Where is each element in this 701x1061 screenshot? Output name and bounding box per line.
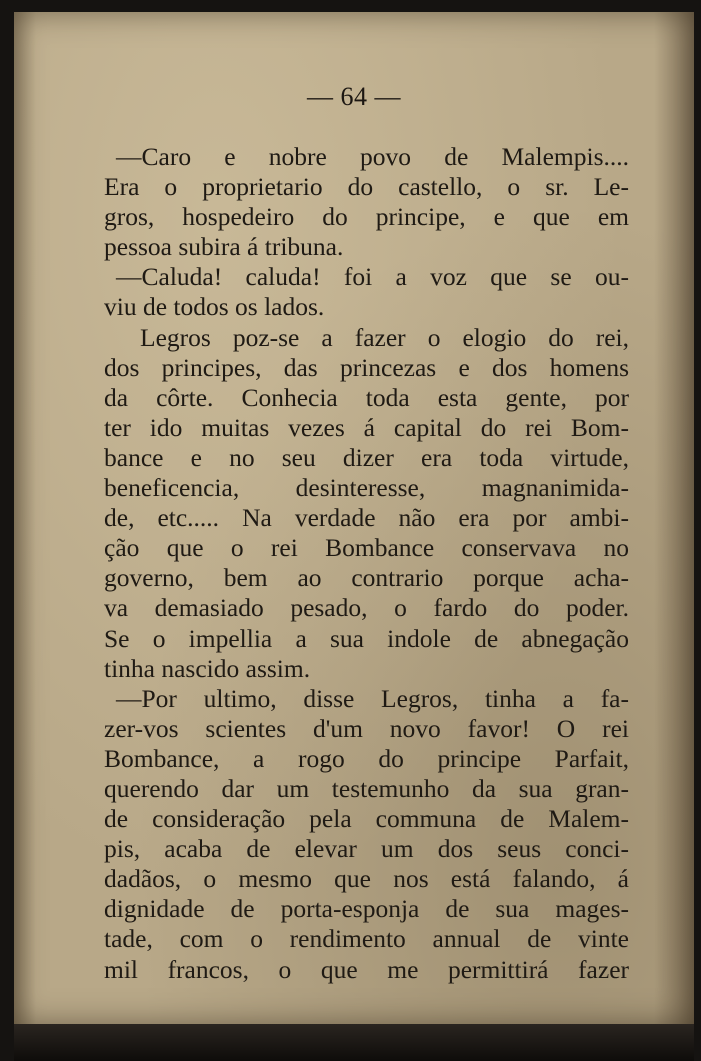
text-line: da côrte. Conhecia toda esta gente, por	[104, 382, 629, 412]
text-line: mil francos, o que me permittirá fazer	[104, 954, 629, 984]
book-page	[14, 12, 694, 1024]
text-line: —Caro e nobre povo de Malempis....	[116, 142, 629, 171]
text-line: —Caluda! caluda! foi a voz que se ou-	[116, 262, 629, 292]
text-line: Bombance, a rogo do principe Parfait,	[104, 743, 629, 773]
page-number: — 64 —	[307, 82, 401, 111]
text-line: bance e no seu dizer era toda virtude,	[104, 442, 629, 472]
text-line: tade, com o rendimento annual de vinte	[104, 924, 629, 954]
text-line: ter ido muitas vezes á capital do rei Bom-	[104, 412, 629, 442]
text-line: dos principes, das princezas e dos homens	[104, 352, 629, 382]
text-line: querendo dar um testemunho da sua gran-	[104, 773, 629, 803]
page-bottom-shadow	[14, 1024, 694, 1061]
text-line: de consideração pela communa de Malem-	[104, 804, 629, 834]
text-line: de, etc..... Na verdade não era por ambi-	[104, 503, 629, 533]
text-line: beneficencia, desinteresse, magnanimida-	[104, 473, 629, 503]
text-line: —Por ultimo, disse Legros, tinha a fa-	[116, 683, 629, 713]
text-line: ção que o rei Bombance conservava no	[104, 533, 629, 563]
text-line: Se o impellia a sua indole de abnegação	[104, 623, 629, 653]
text-line: governo, bem ao contrario porque acha-	[104, 563, 629, 593]
text-line: Legros poz-se a fazer o elogio do rei,	[140, 322, 629, 352]
text-line: tinha nascido assim.	[104, 653, 311, 683]
text-line: pessoa subira á tribuna.	[104, 232, 344, 262]
text-line: dignidade de porta-esponja de sua mages-	[104, 894, 629, 924]
text-line: va demasiado pesado, o fardo do poder.	[104, 593, 629, 623]
text-line: dadãos, o mesmo que nos está falando, á	[104, 864, 629, 894]
text-line: gros, hospedeiro do principe, e que em	[104, 202, 629, 232]
text-line: pis, acaba de elevar um dos seus conci-	[104, 834, 629, 864]
text-line: Era o proprietario do castello, o sr. Le-	[104, 172, 629, 202]
text-line: zer-vos scientes d'um novo favor! O rei	[104, 713, 629, 743]
text-line: viu de todos os lados.	[104, 292, 325, 322]
body-text	[104, 142, 629, 985]
